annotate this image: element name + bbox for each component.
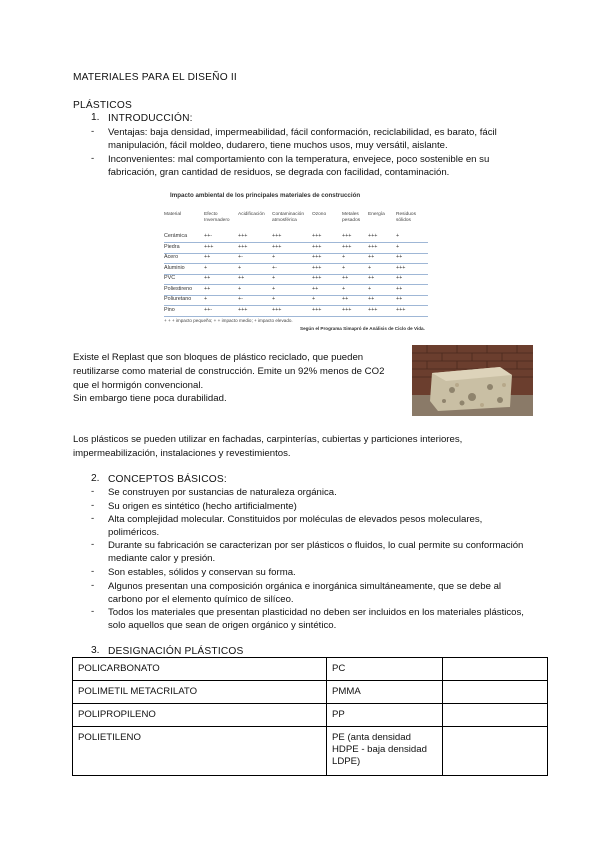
document-title: MATERIALES PARA EL DISEÑO II [73, 72, 237, 83]
impact-value: +++ [204, 243, 214, 250]
impact-value: +- [238, 296, 243, 302]
replast-line: que el hormigón convencional. [73, 380, 204, 391]
section-number: 2. [91, 473, 100, 484]
usos-line: Los plásticos se pueden utilizar en fachadas, carpinterías, cubiertas y particiones interiores, [73, 434, 463, 445]
impact-value: +++ [342, 243, 352, 250]
replast-line: Sin embargo tiene poca durabilidad. [73, 393, 227, 404]
impact-value: + [272, 254, 276, 260]
impact-value: +++ [312, 254, 322, 260]
plastic-name: POLIMETIL METACRILATO [73, 681, 327, 704]
impact-value: +++ [272, 306, 282, 313]
impact-value: ++ [368, 254, 375, 260]
plastic-extra [443, 727, 548, 776]
impact-value: +++ [342, 306, 352, 313]
impact-value: + [342, 285, 346, 292]
plastic-code: PE (anta densidad HDPE - baja densidad LDPE) [327, 727, 443, 776]
impact-value: +- [272, 264, 277, 271]
impact-header: Acidificación [238, 212, 265, 217]
plastic-name: POLIETILENO [73, 727, 327, 776]
impact-value: +++ [368, 306, 378, 313]
concepto-item: Algunos presentan una composición orgánica e inorgánica simultáneamente, que se debe al carbono por el elemento químico de silíceo. [108, 581, 502, 605]
impact-legend: + + + impacto pequeño; + + impacto medio; + impacto elevado. [164, 318, 293, 323]
impact-header: Ozono [312, 212, 327, 217]
concepto-item: Durante su fabricación se caracterizan por ser plásticos o fluidos, lo cual permite su conformación mediante calor y presión. [108, 540, 524, 564]
replast-line: Existe el Replast que son bloques de plástico reciclado, que pueden [73, 352, 364, 363]
impact-value: + [368, 264, 372, 271]
bullet-dash: - [91, 606, 95, 617]
impact-table-row [164, 274, 428, 285]
impact-value: +++ [238, 306, 248, 313]
impact-material: PVC [164, 275, 176, 281]
section-heading-designacion: DESIGNACIÓN PLÁSTICOS [108, 646, 244, 657]
impact-value: +++ [272, 243, 282, 250]
impact-table-image [160, 190, 432, 333]
plastic-extra [443, 681, 548, 704]
impact-material: Piedra [164, 243, 180, 250]
section-heading-intro: INTRODUCCIÓN: [108, 113, 193, 124]
impact-table-row [164, 232, 428, 243]
impact-value: +++ [312, 243, 322, 250]
impact-value: ++ [342, 275, 349, 281]
impact-header: Material [164, 212, 182, 217]
impact-value: +++ [396, 264, 406, 271]
impact-value: ++- [204, 306, 213, 313]
impact-value: +++ [238, 233, 248, 239]
impact-value: +++ [312, 233, 322, 239]
concepto-item: Se construyen por sustancias de naturaleza orgánica. [108, 487, 337, 498]
bullet-dash: - [91, 580, 95, 591]
table-row [73, 727, 548, 776]
impact-header: Metales pesados [342, 212, 361, 223]
impact-value: + [312, 296, 316, 302]
impact-value: ++ [342, 296, 349, 302]
bullet-dash: - [91, 153, 95, 164]
impact-material: Pino [164, 306, 175, 313]
impact-material: Cerámica [164, 233, 188, 239]
impact-source: Según el Programa Simapró de Análisis de Ciclo de Vida. [300, 326, 425, 331]
table-row [73, 704, 548, 727]
impact-table-row [164, 295, 428, 306]
intro-item-ventajas: Ventajas: baja densidad, impermeabilidad, fácil conformación, reciclabilidad, es barato, fácil manipulación, fácil moldeo, dudarero, tiene muchos usos, muy versátil, aislante. [108, 127, 497, 151]
impact-value: +++ [368, 233, 378, 239]
impact-value: ++ [204, 254, 211, 260]
plastic-name: POLICARBONATO [73, 658, 327, 681]
usos-line: impermeabilización, instalaciones y revestimientos. [73, 448, 291, 459]
impact-value: + [272, 296, 276, 302]
impact-value: + [368, 285, 372, 292]
impact-header: Residuos sólidos [396, 212, 416, 223]
replast-block-photo [412, 345, 533, 416]
plastic-code: PP [327, 704, 443, 727]
impact-value: +++ [396, 306, 406, 313]
concepto-item: Su origen es sintético (hecho artificialmente) [108, 501, 297, 512]
impact-value: ++ [312, 285, 319, 292]
impact-value: + [238, 264, 242, 271]
impact-table-row [164, 306, 428, 317]
impact-value: ++ [396, 285, 403, 292]
impact-value: + [272, 285, 276, 292]
replast-line: reutilizarse como material de construcción. Emite un 92% menos de CO2 [73, 366, 385, 377]
impact-value: + [238, 285, 242, 292]
impact-value: +++ [238, 243, 248, 250]
impact-value: ++ [204, 285, 211, 292]
plastic-extra [443, 658, 548, 681]
impact-value: ++ [396, 254, 403, 260]
table-row [73, 681, 548, 704]
concepto-item: Todos los materiales que presentan plasticidad no deben ser incluidos en los materiales plásticos, solo aquellos que sean de origen orgánico y sintético. [108, 607, 524, 631]
impact-value: ++ [396, 275, 403, 281]
section-number: 3. [91, 645, 100, 656]
impact-value: + [272, 275, 276, 281]
impact-value: +++ [342, 233, 352, 239]
impact-value: ++ [204, 275, 211, 281]
impact-value: +++ [368, 243, 378, 250]
section-heading-plasticos: PLÁSTICOS [73, 100, 132, 111]
impact-table-row [164, 264, 428, 275]
designation-table [72, 657, 548, 776]
impact-header: Energía [368, 212, 385, 217]
plastic-code: PC [327, 658, 443, 681]
impact-value: +++ [312, 264, 322, 271]
impact-table-row [164, 243, 428, 254]
bullet-dash: - [91, 539, 95, 550]
section-heading-conceptos: CONCEPTOS BÁSICOS: [108, 474, 227, 485]
bullet-dash: - [91, 126, 95, 137]
impact-header: Contaminación atmosférica [272, 212, 304, 223]
impact-value: +++ [272, 233, 282, 239]
impact-header: Efecto Invernadero [204, 212, 230, 223]
bullet-dash: - [91, 513, 95, 524]
impact-material: Acero [164, 254, 179, 260]
impact-value: + [204, 264, 208, 271]
bullet-dash: - [91, 566, 95, 577]
impact-material: Poliuretano [164, 296, 192, 302]
impact-value: ++ [368, 275, 375, 281]
table-row [73, 658, 548, 681]
concepto-item: Alta complejidad molecular. Constituidos por moléculas de elevados pesos moleculares, poliméricos. [108, 514, 483, 538]
bullet-dash: - [91, 486, 95, 497]
impact-table-row [164, 285, 428, 296]
plastic-name: POLIPROPILENO [73, 704, 327, 727]
section-number: 1. [91, 112, 100, 123]
impact-value: + [396, 233, 400, 239]
concepto-item: Son estables, sólidos y conservan su forma. [108, 567, 296, 578]
intro-item-inconvenientes: Inconvenientes: mal comportamiento con la temperatura, envejece, poco sostenible en su fabricación, gran cantidad de residuos, se degrada con facilidad, contaminación. [108, 154, 490, 178]
impact-value: ++- [204, 233, 213, 239]
impact-value: + [396, 243, 400, 250]
impact-value: + [342, 254, 346, 260]
plastic-extra [443, 704, 548, 727]
plastic-code: PMMA [327, 681, 443, 704]
impact-value: ++ [396, 296, 403, 302]
impact-value: +- [238, 254, 243, 260]
impact-value: +++ [312, 306, 322, 313]
impact-value: ++ [368, 296, 375, 302]
impact-material: Poliestireno [164, 285, 193, 292]
impact-material: Aluminio [164, 264, 185, 271]
bullet-dash: - [91, 500, 95, 511]
impact-value: ++ [238, 275, 245, 281]
impact-value: + [204, 296, 208, 302]
impact-table-row [164, 253, 428, 264]
impact-value: +++ [312, 275, 322, 281]
impact-table-title: Impacto ambiental de los principales materiales de construcción [170, 192, 361, 199]
impact-value: + [342, 264, 346, 271]
